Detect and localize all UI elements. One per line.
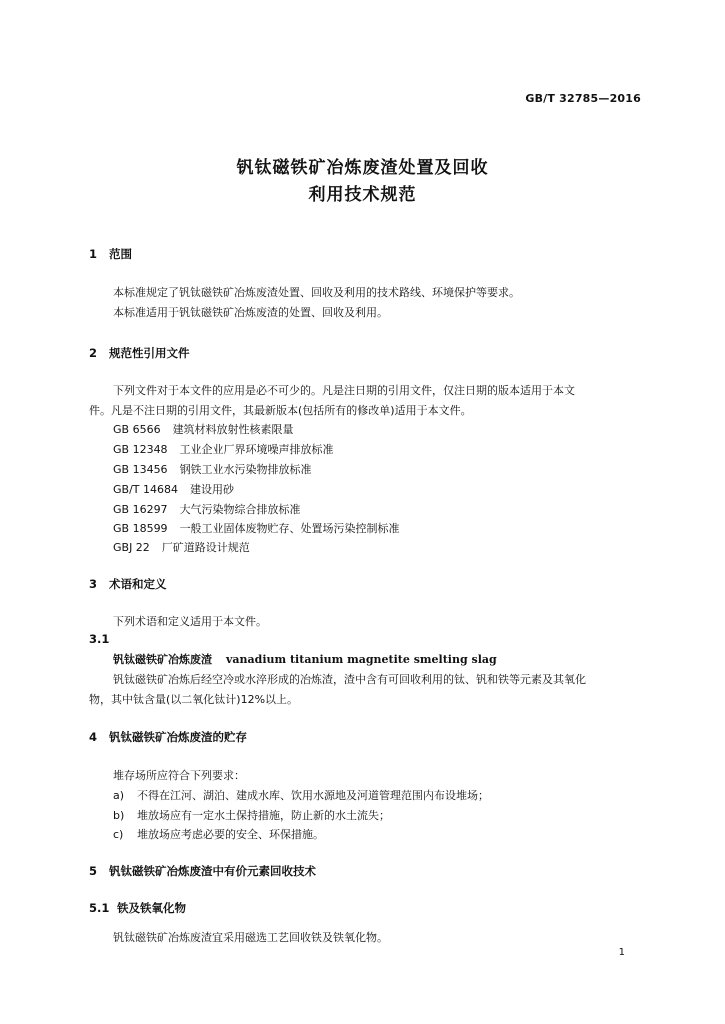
reference-item [113, 421, 294, 437]
reference-title: 建设用砂 [190, 483, 234, 496]
list-item-text: 堆放场应有一定水土保持措施，防止新的水土流失； [137, 809, 390, 822]
section-4-heading [89, 729, 247, 745]
reference-title: 建筑材料放射性核素限量 [172, 423, 294, 436]
document-title-line-2: 利用技术规范 [308, 185, 417, 205]
subsection-number: 5.1 [89, 901, 110, 915]
section-5-1-paragraph: 钒钛磁铁矿冶炼废渣宜采用磁选工艺回收铁及铁氧化物。 [113, 931, 388, 944]
reference-code: GB 6566 [113, 423, 161, 436]
reference-item [113, 520, 400, 536]
term-definition-line-2: 物，其中钛含量(以二氧化钛计)12%以上。 [89, 693, 299, 706]
section-title: 范围 [109, 247, 132, 261]
reference-title: 厂矿道路设计规范 [161, 541, 250, 554]
reference-title: 工业企业厂界环境噪声排放标准 [179, 443, 334, 456]
reference-title: 大气污染物综合排放标准 [179, 503, 301, 516]
list-item [113, 787, 489, 803]
page-number: 1 [618, 947, 625, 958]
section-3-intro: 下列术语和定义适用于本文件。 [113, 615, 267, 628]
section-2-intro-line-2: 件。凡是不注日期的引用文件，其最新版本(包括所有的修改单)适用于本文件。 [89, 404, 472, 417]
term-english: vanadium titanium magnetite smelting slag [226, 653, 497, 666]
section-title: 钒钛磁铁矿冶炼废渣的贮存 [109, 730, 247, 744]
section-number: 1 [89, 247, 98, 261]
term-definition-line-1: 钒钛磁铁矿冶炼后经空冷或水淬形成的冶炼渣，渣中含有可回收利用的钛、钒和铁等元素及其氧化 [113, 673, 586, 686]
reference-code: GB 18599 [113, 522, 168, 535]
reference-item [113, 501, 301, 517]
reference-title: 钢铁工业水污染物排放标准 [179, 463, 312, 476]
section-title: 钒钛磁铁矿冶炼废渣中有价元素回收技术 [109, 864, 316, 878]
reference-item [113, 461, 312, 477]
section-title: 术语和定义 [109, 577, 167, 591]
section-1-heading [89, 246, 132, 262]
standard-number: GB/T 32785—2016 [525, 92, 641, 105]
section-title: 规范性引用文件 [109, 346, 190, 360]
section-1-paragraph-2: 本标准适用于钒钛磁铁矿冶炼废渣的处置、回收及利用。 [113, 306, 388, 319]
reference-code: GBJ 22 [113, 541, 150, 554]
reference-code: GB 16297 [113, 503, 168, 516]
section-2-heading [89, 345, 190, 361]
section-number: 2 [89, 346, 98, 360]
section-number: 4 [89, 730, 98, 744]
list-item [113, 826, 324, 842]
list-item [113, 807, 390, 823]
section-5-heading [89, 863, 316, 879]
list-item-label: a) [113, 789, 125, 802]
list-item-text: 堆放场应考虑必要的安全、环保措施。 [137, 828, 324, 841]
list-item-label: b) [113, 809, 125, 822]
reference-code: GB 12348 [113, 443, 168, 456]
reference-item [113, 441, 334, 457]
list-item-text: 不得在江河、湖泊、建成水库、饮用水源地及河道管理范围内布设堆场； [137, 789, 489, 802]
document-title-line-1: 钒钛磁铁矿冶炼废渣处置及回收 [236, 158, 489, 178]
term-entry [113, 651, 497, 667]
list-item-label: c) [113, 828, 124, 841]
reference-item [113, 481, 234, 497]
section-1-paragraph-1: 本标准规定了钒钛磁铁矿冶炼废渣处置、回收及利用的技术路线、环境保护等要求。 [113, 286, 520, 299]
section-3-heading [89, 576, 167, 592]
section-number: 3 [89, 577, 98, 591]
reference-code: GB 13456 [113, 463, 168, 476]
section-4-intro: 堆存场所应符合下列要求： [113, 769, 245, 782]
reference-title: 一般工业固体废物贮存、处置场污染控制标准 [179, 522, 400, 535]
subsection-5-1-heading [89, 900, 186, 916]
term-chinese: 钒钛磁铁矿冶炼废渣 [113, 653, 212, 666]
subsection-title: 铁及铁氧化物 [117, 901, 186, 915]
subsection-3-1-number: 3.1 [89, 632, 110, 646]
reference-code: GB/T 14684 [113, 483, 178, 496]
section-number: 5 [89, 864, 98, 878]
reference-item [113, 539, 250, 555]
section-2-intro-line-1: 下列文件对于本文件的应用是必不可少的。凡是注日期的引用文件，仅注日期的版本适用于本文 [113, 384, 575, 397]
